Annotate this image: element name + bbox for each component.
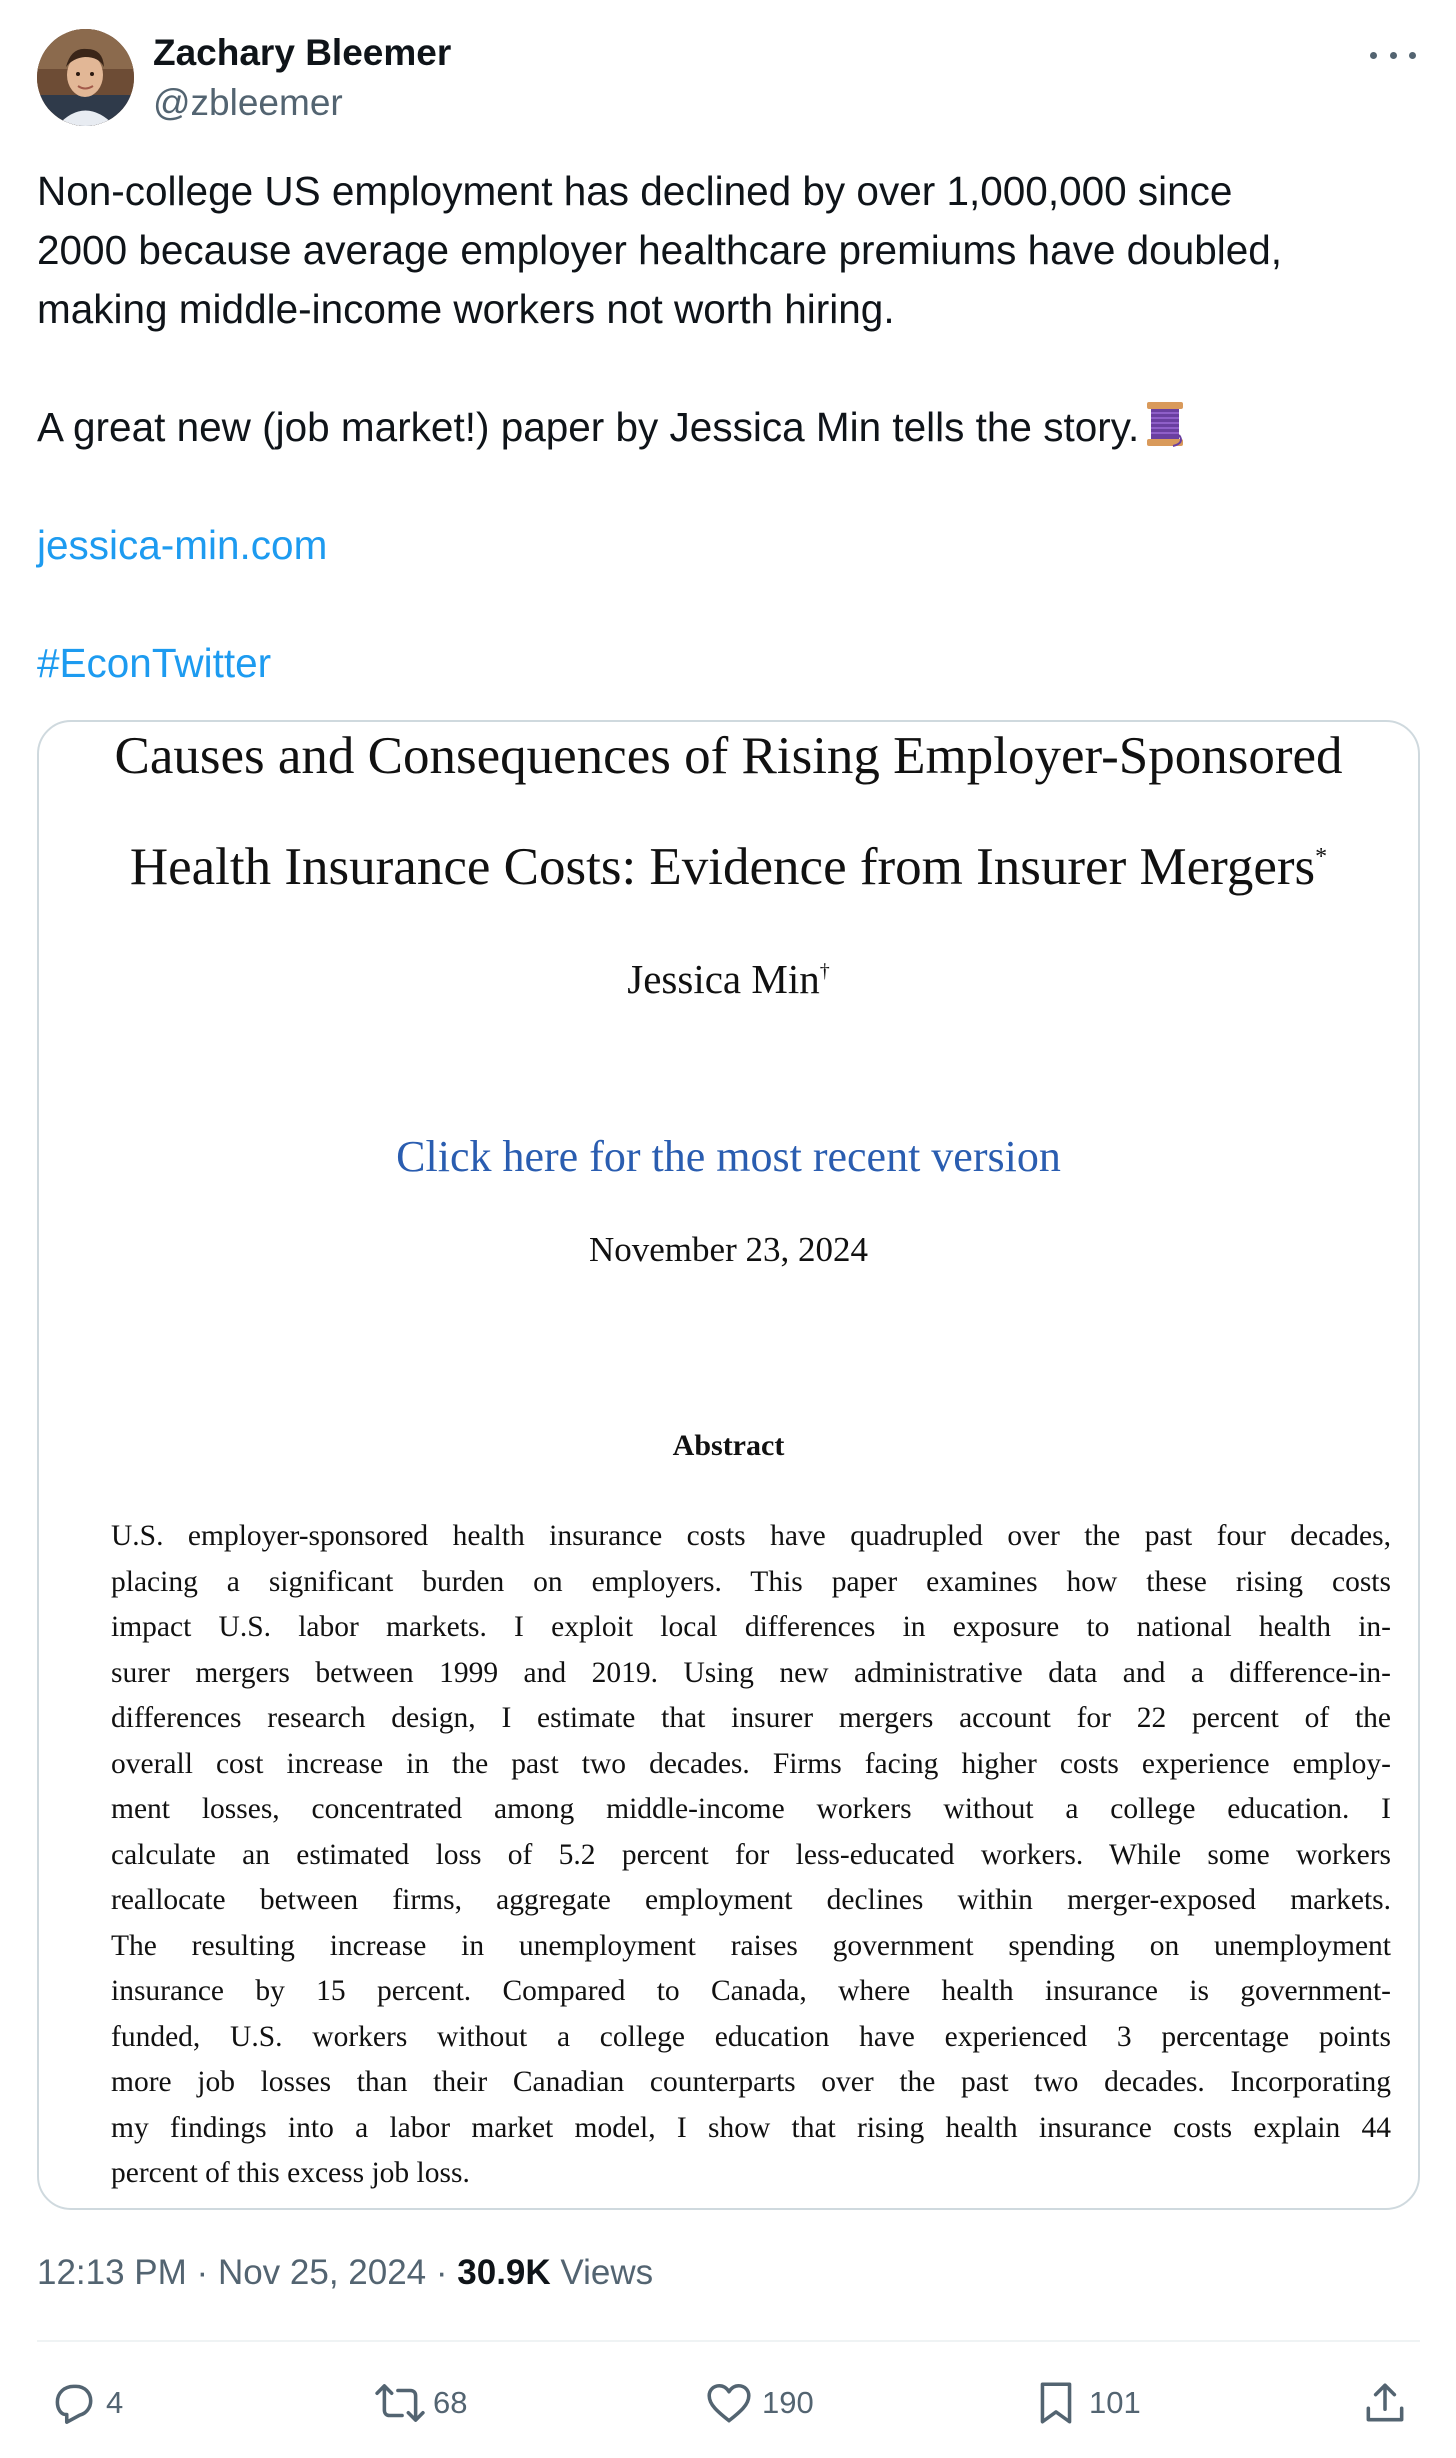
abstract-line: percent of this excess job loss. xyxy=(111,2157,470,2189)
abstract-line: calculate an estimated loss of 5.2 percent for less-educated workers. While some workers xyxy=(111,1838,1391,1871)
tweet-date[interactable]: Nov 25, 2024 xyxy=(217,2253,427,2292)
abstract-line: impact U.S. labor markets. I exploit local differences in exposure to national health in- xyxy=(111,1611,1391,1643)
reply-icon xyxy=(48,2378,98,2428)
abstract-line: my findings into a labor market model, I show that rising health insurance costs explain 44 xyxy=(111,2111,1391,2144)
abstract-line: funded, U.S. workers without a college education have experienced 3 percentage points xyxy=(111,2020,1391,2053)
tweet-hashtag[interactable]: #EconTwitter xyxy=(37,640,272,686)
reply-count: 4 xyxy=(106,2385,124,2420)
repost-icon xyxy=(375,2378,425,2428)
tweet-line: Non-college US employment has declined by over 1,000,000 since xyxy=(37,168,1233,214)
abstract-line: surer mergers between 1999 and 2019. Using new administrative data and a difference-in- xyxy=(111,1656,1391,1689)
more-dot xyxy=(1409,52,1416,59)
abstract-body xyxy=(111,1514,1391,2197)
like-button[interactable] xyxy=(704,2378,814,2428)
more-dot xyxy=(1370,52,1377,59)
author-display-name[interactable]: Zachary Bleemer xyxy=(153,32,452,73)
paper-title-text: Health Insurance Costs: Evidence from Insurer Mergers xyxy=(129,838,1316,896)
abstract-line: differences research design, I estimate that insurer mergers account for 22 percent of the xyxy=(111,1702,1391,1734)
repost-count: 68 xyxy=(433,2385,468,2420)
paper-title-line-1: Causes and Consequences of Rising Employer-Sponsored xyxy=(114,727,1343,785)
bookmark-count: 101 xyxy=(1089,2385,1141,2420)
media-image[interactable] xyxy=(37,720,1420,2210)
tweet-time[interactable]: 12:13 PM xyxy=(37,2253,187,2292)
heart-icon xyxy=(704,2378,754,2428)
like-count: 190 xyxy=(762,2385,814,2420)
tweet-text xyxy=(37,162,1427,693)
abstract-line: more job losses than their Canadian counterparts over the past two decades. Incorporating xyxy=(111,2066,1391,2098)
spool-of-thread-icon xyxy=(1143,399,1187,449)
tweet-line xyxy=(37,398,1427,457)
share-button[interactable] xyxy=(1360,2378,1410,2428)
share-icon xyxy=(1360,2378,1410,2428)
abstract-line: insurance by 15 percent. Compared to Canada, where health insurance is government- xyxy=(111,1975,1391,2007)
author-footnote-mark: † xyxy=(819,960,830,982)
bookmark-button[interactable] xyxy=(1031,2378,1141,2428)
abstract-heading: Abstract xyxy=(672,1429,785,1462)
paper-author-name: Jessica Min xyxy=(627,956,820,1002)
tweet-meta xyxy=(37,2250,653,2296)
bookmark-icon xyxy=(1031,2378,1081,2428)
divider xyxy=(37,2340,1420,2342)
meta-separator: · xyxy=(196,2253,209,2292)
avatar-photo xyxy=(37,29,134,126)
abstract-line: overall cost increase in the past two decades. Firms facing higher costs experience employ- xyxy=(111,1747,1391,1780)
title-footnote-mark: * xyxy=(1315,844,1328,870)
abstract-line: The resulting increase in unemployment raises government spending on unemployment xyxy=(111,1929,1391,1962)
author-handle[interactable]: @zbleemer xyxy=(153,82,343,123)
tweet-line: making middle-income workers not worth hiring. xyxy=(37,286,895,332)
meta-separator: · xyxy=(435,2253,448,2292)
views-label: Views xyxy=(560,2253,654,2292)
tweet-link[interactable]: jessica-min.com xyxy=(37,522,328,568)
views-count: 30.9K xyxy=(457,2253,551,2292)
abstract-line: U.S. employer-sponsored health insurance costs have quadrupled over the past four decades, xyxy=(111,1520,1391,1552)
paper-date: November 23, 2024 xyxy=(589,1230,868,1269)
paper-title-line-2 xyxy=(39,834,1418,900)
more-options-icon[interactable] xyxy=(1370,36,1416,74)
reply-button[interactable] xyxy=(48,2378,123,2428)
abstract-line: placing a significant burden on employers. This paper examines how these rising costs xyxy=(111,1565,1391,1598)
tweet-line-text: A great new (job market!) paper by Jessica Min tells the story. xyxy=(37,404,1140,450)
repost-button[interactable] xyxy=(375,2378,467,2428)
abstract-line: ment losses, concentrated among middle-income workers without a college education. I xyxy=(111,1793,1391,1825)
paper-first-page xyxy=(39,722,1418,2208)
paper-version-link: Click here for the most recent version xyxy=(396,1132,1061,1181)
abstract-line: reallocate between firms, aggregate employment declines within merger-exposed markets. xyxy=(111,1884,1391,1916)
paper-author xyxy=(39,954,1418,1004)
more-dot xyxy=(1390,52,1397,59)
avatar[interactable] xyxy=(37,29,134,126)
tweet-line: 2000 because average employer healthcare premiums have doubled, xyxy=(37,227,1283,273)
